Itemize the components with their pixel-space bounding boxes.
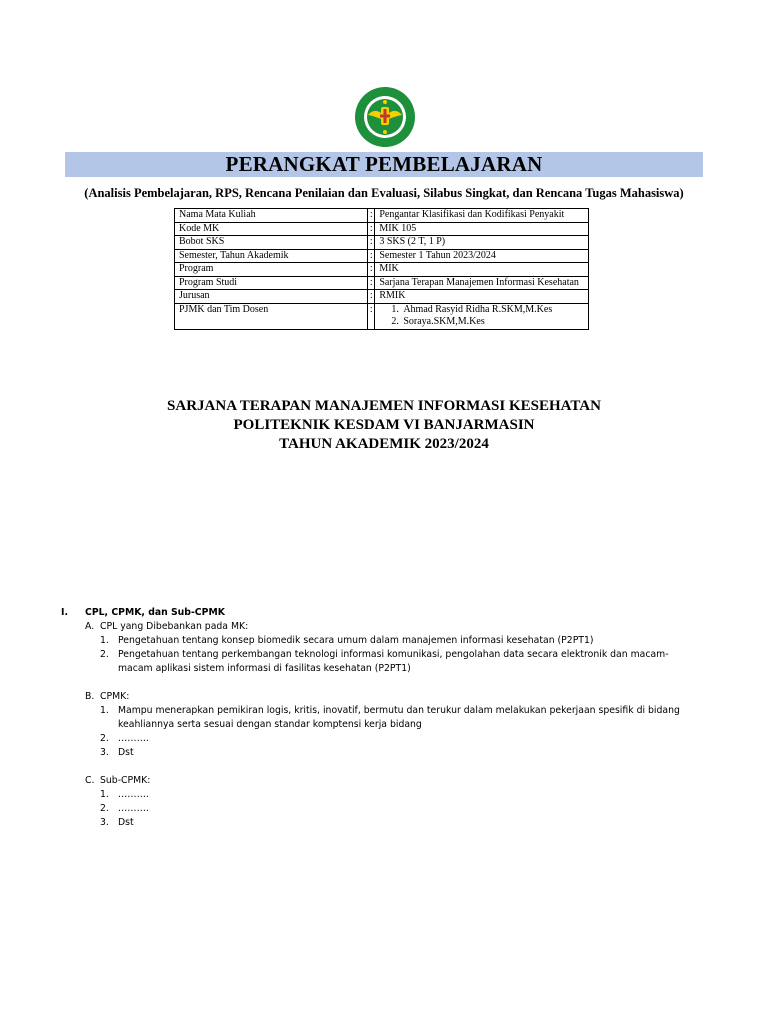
info-value: Pengantar Klasifikasi dan Kodifikasi Penyakit [375,209,589,223]
subsection-title: CPL yang Dibebankan pada MK: [100,621,249,632]
info-label: Kode MK [175,222,368,236]
list-item [100,704,701,732]
info-row [175,290,589,304]
list-item-number: 1. [100,789,109,800]
list-item-text: Pengetahuan tentang konsep biomedik secara umum dalam manajemen informasi kesehatan (P2PT1) [118,635,594,646]
list-item [100,648,701,676]
list-item-text: Dst [118,817,134,828]
info-row [175,249,589,263]
team-member: 1. Ahmad Rasyid Ridha R.SKM,M.Kes [401,304,584,317]
list-item-number: 2. [100,733,109,744]
info-row [175,209,589,223]
list-item [100,816,701,830]
subsection-items [100,634,701,676]
subsection-heading [85,690,701,704]
team-list [379,304,584,329]
institution-block [0,397,768,454]
list-item-number: 2. [100,649,109,660]
document-subtitle: (Analisis Pembelajaran, RPS, Rencana Penilaian dan Evaluasi, Silabus Singkat, dan Rencana Tugas Mahasiswa) [84,186,684,200]
list-item [100,732,701,746]
list-item [100,802,701,816]
info-label: Semester, Tahun Akademik [175,249,368,263]
info-label: Bobot SKS [175,236,368,250]
list-item-number: 1. [100,705,109,716]
list-item-text: Pengetahuan tentang perkembangan teknologi informasi komunikasi, pengolahan data secara elektronik dan macam-macam aplikasi sistem informasi di fasilitas kesehatan (P2PT1) [118,649,669,674]
section-heading [61,606,701,620]
info-row [175,222,589,236]
subsection-heading [85,774,701,788]
list-item-text: Mampu menerapkan pemikiran logis, kritis, inovatif, bermutu dan terukur dalam melakukan pekerjaan spesifik di bidang keahliannya serta sesuai dengan standar komptensi kerja bidang [118,705,680,730]
list-item [100,746,701,760]
title-banner [65,152,703,177]
section-cpl [61,606,701,844]
document-title: PERANGKAT PEMBELAJARAN [225,152,543,176]
list-item-text: ………. [118,789,149,800]
info-row [175,236,589,250]
info-label: Program [175,263,368,277]
info-label: Nama Mata Kuliah [175,209,368,223]
section-number: I. [61,607,68,618]
institution-line-3: TAHUN AKADEMIK 2023/2024 [279,436,489,452]
list-item-number: 1. [100,635,109,646]
info-value: MIK [375,263,589,277]
info-row [175,276,589,290]
info-separator: : [368,236,375,250]
info-separator: : [368,249,375,263]
info-row [175,263,589,277]
subsection-title: CPMK: [100,691,130,702]
team-member: 2. Soraya.SKM,M.Kes [401,316,584,329]
info-separator: : [368,276,375,290]
list-item [100,788,701,802]
info-value: MIK 105 [375,222,589,236]
info-label: PJMK dan Tim Dosen [175,303,368,329]
info-value: RMIK [375,290,589,304]
info-separator: : [368,290,375,304]
subsection-letter: A. [85,621,95,632]
list-item-text: ………. [118,803,149,814]
info-separator: : [368,263,375,277]
course-info-table [174,208,589,330]
info-separator: : [368,222,375,236]
list-item-text: ………. [118,733,149,744]
info-separator: : [368,303,375,329]
subsection-items [100,704,701,760]
info-label: Program Studi [175,276,368,290]
section-title: CPL, CPMK, dan Sub-CPMK [85,607,225,618]
list-item-text: Dst [118,747,134,758]
info-value: Semester 1 Tahun 2023/2024 [375,249,589,263]
list-item-number: 3. [100,747,109,758]
info-value: 3 SKS (2 T, 1 P) [375,236,589,250]
subsection-letter: B. [85,691,95,702]
info-separator: : [368,209,375,223]
info-value: Sarjana Terapan Manajemen Informasi Kesehatan [375,276,589,290]
info-row-team [175,303,589,329]
institution-line-1: SARJANA TERAPAN MANAJEMEN INFORMASI KESEHATAN [167,398,601,414]
subsection-items [100,788,701,830]
info-value-team [375,303,589,329]
institution-logo [354,86,416,148]
info-label: Jurusan [175,290,368,304]
list-item-number: 2. [100,803,109,814]
subsection-list [85,620,701,830]
institution-line-2: POLITEKNIK KESDAM VI BANJARMASIN [233,417,535,433]
subsection-heading [85,620,701,634]
list-item-number: 3. [100,817,109,828]
subsection-title: Sub-CPMK: [100,775,151,786]
subsection-letter: C. [85,775,95,786]
list-item [100,634,701,648]
